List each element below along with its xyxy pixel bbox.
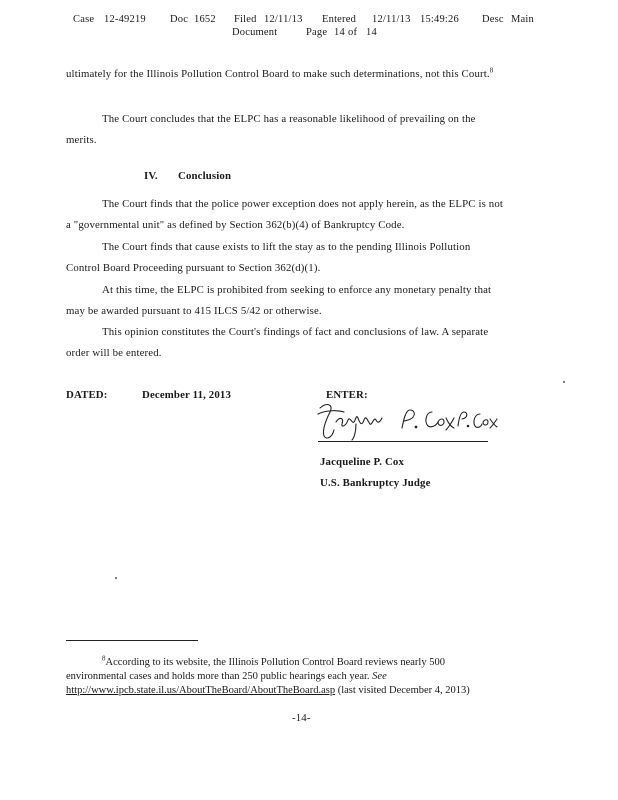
- footnote-url-suffix: (last visited December 4, 2013): [337, 685, 470, 696]
- header-filed-date: 12/11/13: [264, 14, 303, 25]
- dated-value: December 11, 2013: [142, 389, 232, 401]
- scan-speck: [115, 577, 117, 579]
- paragraph-4-line-1: The Court finds that cause exists to lift the stay as to the pending Illinois Pollution: [102, 241, 471, 253]
- scan-speck: [563, 381, 565, 383]
- header-page-current: 14: [334, 27, 345, 38]
- header-case-number: 12-49219: [104, 14, 146, 25]
- footnote-line-3: [66, 685, 470, 696]
- footnote-line-1-text: According to its website, the Illinois Pollution Control Board reviews nearly 500: [105, 657, 445, 668]
- header-page-total: 14: [366, 27, 377, 38]
- header-doc-label: Doc: [170, 14, 189, 25]
- header-main-label: Main: [511, 14, 534, 25]
- paragraph-3-line-1: The Court finds that the police power exception does not apply herein, as the ELPC is not: [102, 198, 504, 210]
- header-doc-number: 1652: [194, 14, 216, 25]
- header-entered-label: Entered: [322, 14, 357, 25]
- header-entered-time: 15:49:26: [420, 14, 459, 25]
- paragraph-6-line-2: order will be entered.: [66, 347, 162, 359]
- header-entered-date: 12/11/13: [372, 14, 411, 25]
- paragraph-2-line-1: The Court concludes that the ELPC has a reasonable likelihood of prevailing on the: [102, 113, 476, 125]
- handwritten-signature: [312, 400, 502, 444]
- footnote-line-1: [102, 654, 445, 668]
- body-line-1: [66, 68, 493, 80]
- footnote-reference: 8: [489, 66, 494, 75]
- footnote-see: See: [372, 671, 387, 682]
- section-title: Conclusion: [178, 170, 232, 182]
- header-page-label: Page: [306, 27, 328, 38]
- section-number: IV.: [144, 170, 158, 182]
- paragraph-3-line-2: a "governmental unit" as defined by Section 362(b)(4) of Bankruptcy Code.: [66, 219, 405, 231]
- judge-name: Jacqueline P. Cox: [320, 456, 405, 468]
- body-line-1-text: ultimately for the Illinois Pollution Control Board to make such determinations, not this Court.: [66, 68, 490, 80]
- footnote-line-2: [66, 671, 387, 682]
- enter-label: ENTER:: [326, 389, 368, 401]
- header-filed-label: Filed: [234, 14, 257, 25]
- header-page-of: of: [348, 27, 358, 38]
- footnote-rule: [66, 640, 198, 641]
- paragraph-2-line-2: merits.: [66, 134, 97, 146]
- header-case-label: Case: [73, 14, 95, 25]
- paragraph-6-line-1: This opinion constitutes the Court's findings of fact and conclusions of law. A separate: [102, 326, 489, 338]
- dated-label: DATED:: [66, 389, 108, 401]
- footnote-line-2-text: environmental cases and holds more than 250 public hearings each year.: [66, 671, 370, 682]
- paragraph-4-line-2: Control Board Proceeding pursuant to Section 362(d)(1).: [66, 262, 321, 274]
- signature-line: [318, 441, 488, 442]
- footnote-marker: 8: [102, 654, 106, 663]
- judge-title: U.S. Bankruptcy Judge: [320, 477, 431, 489]
- header-desc-label: Desc: [482, 14, 504, 25]
- paragraph-5-line-2: may be awarded pursuant to 415 ILCS 5/42 or otherwise.: [66, 305, 322, 317]
- header-document-label: Document: [232, 27, 278, 38]
- footnote-url-link[interactable]: http://www.ipcb.state.il.us/AboutTheBoard/AboutTheBoard.asp: [66, 685, 336, 696]
- page-number: -14-: [292, 712, 311, 724]
- paragraph-5-line-1: At this time, the ELPC is prohibited from seeking to enforce any monetary penalty that: [102, 284, 492, 296]
